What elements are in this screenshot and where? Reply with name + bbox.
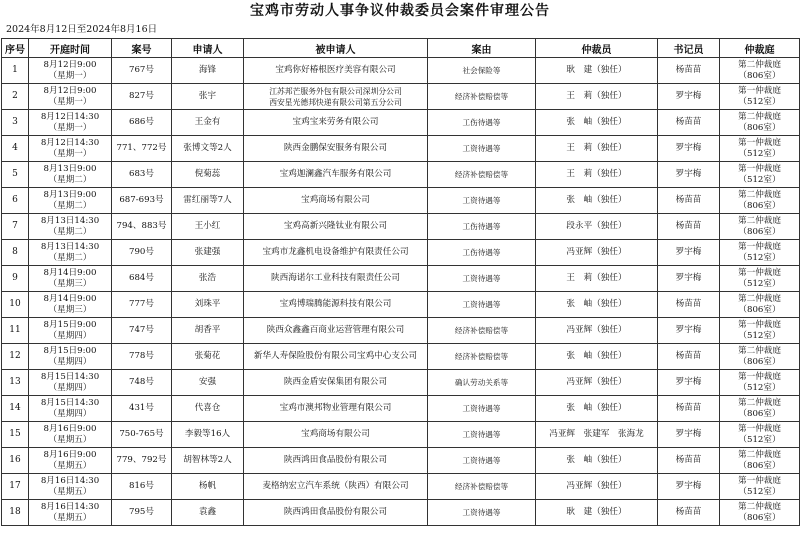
case-cause: 工伤待遇等 xyxy=(428,214,536,240)
tribunal xyxy=(720,110,800,136)
respondent-line: 新华人寿保险股份有限公司宝鸡中心支公司 xyxy=(253,351,418,361)
table-row xyxy=(2,58,800,84)
applicant: 张浩 xyxy=(172,266,244,292)
arbitrator: 冯亚辉（独任） xyxy=(536,474,658,500)
applicant: 胡智林等2人 xyxy=(172,448,244,474)
row-number: 7 xyxy=(2,214,29,240)
respondent xyxy=(244,162,428,188)
table-body xyxy=(2,58,800,526)
hearing-time xyxy=(29,266,112,292)
case-cause: 工资待遇等 xyxy=(428,136,536,162)
hearing-time xyxy=(29,448,112,474)
row-number: 11 xyxy=(2,318,29,344)
tribunal-line: （806室） xyxy=(738,200,781,211)
hearing-time-line: （星期一） xyxy=(48,122,92,133)
tribunal xyxy=(720,370,800,396)
clerk: 罗宇梅 xyxy=(658,318,720,344)
hearing-time xyxy=(29,500,112,526)
table-row xyxy=(2,162,800,188)
respondent xyxy=(244,266,428,292)
table-row xyxy=(2,422,800,448)
respondent xyxy=(244,292,428,318)
clerk: 罗宇梅 xyxy=(658,136,720,162)
respondent-line: 宝鸡商场有限公司 xyxy=(301,195,370,205)
applicant: 张博文等2人 xyxy=(172,136,244,162)
arbitrator: 张 岫（独任） xyxy=(536,448,658,474)
row-number: 2 xyxy=(2,84,29,110)
tribunal-line: 第二仲裁庭 xyxy=(738,111,781,122)
hearing-time-line: （星期五） xyxy=(48,460,92,471)
hearing-time-line: 8月16日9:00 xyxy=(43,449,97,460)
respondent-line: 陕西鸿田食品股份有限公司 xyxy=(283,455,388,465)
hearing-time xyxy=(29,422,112,448)
case-number: 431号 xyxy=(112,396,172,422)
respondent-line: 江苏邦芒服务外包有限公司深圳分公司 xyxy=(269,86,402,96)
respondent-line: 宝鸡市澳邦物业管理有限公司 xyxy=(279,403,392,413)
clerk: 杨苗苗 xyxy=(658,500,720,526)
case-number: 750-765号 xyxy=(112,422,172,448)
table-row xyxy=(2,344,800,370)
hearing-time-line: 8月13日9:00 xyxy=(43,163,97,174)
row-number: 6 xyxy=(2,188,29,214)
arbitrator: 王 莉（独任） xyxy=(536,84,658,110)
respondent xyxy=(244,136,428,162)
respondent-line: 宝鸡迦澜鑫汽车服务有限公司 xyxy=(279,169,392,179)
applicant: 倪菊蕊 xyxy=(172,162,244,188)
tribunal-line: 第二仲裁庭 xyxy=(738,449,781,460)
case-cause: 确认劳动关系等 xyxy=(428,370,536,396)
arbitrator: 王 莉（独任） xyxy=(536,136,658,162)
hearing-time-line: 8月15日14:30 xyxy=(40,371,100,382)
respondent xyxy=(244,344,428,370)
tribunal xyxy=(720,318,800,344)
header-cell: 案由 xyxy=(428,39,536,58)
row-number: 8 xyxy=(2,240,29,266)
case-cause: 经济补偿赔偿等 xyxy=(428,344,536,370)
header-cell: 序号 xyxy=(2,39,29,58)
hearing-time xyxy=(29,110,112,136)
respondent-line: 陕西鸿田食品股份有限公司 xyxy=(283,507,388,517)
arbitrator: 段永平（独任） xyxy=(536,214,658,240)
tribunal-line: （512室） xyxy=(738,382,781,393)
clerk: 杨苗苗 xyxy=(658,188,720,214)
hearing-time-line: （星期四） xyxy=(48,408,92,419)
table-row xyxy=(2,136,800,162)
row-number: 16 xyxy=(2,448,29,474)
hearing-time-line: （星期五） xyxy=(48,434,92,445)
hearing-time-line: （星期五） xyxy=(48,486,92,497)
applicant: 李毅等16人 xyxy=(172,422,244,448)
tribunal-line: 第一仲裁庭 xyxy=(738,85,781,96)
hearing-time-line: 8月16日14:30 xyxy=(40,501,100,512)
case-number: 778号 xyxy=(112,344,172,370)
hearing-time-line: 8月12日14:30 xyxy=(40,137,100,148)
respondent xyxy=(244,370,428,396)
respondent-line: 宝鸡市龙鑫机电设备维护有限责任公司 xyxy=(262,247,409,257)
table-row xyxy=(2,266,800,292)
respondent-line: 陕西众鑫鑫百商业运营管理有限公司 xyxy=(266,325,405,335)
tribunal xyxy=(720,396,800,422)
hearing-time-line: 8月14日9:00 xyxy=(43,293,97,304)
respondent xyxy=(244,110,428,136)
hearing-time xyxy=(29,136,112,162)
row-number: 18 xyxy=(2,500,29,526)
header-cell: 仲裁员 xyxy=(536,39,658,58)
tribunal-line: 第一仲裁庭 xyxy=(738,475,781,486)
tribunal-line: （806室） xyxy=(738,356,781,367)
case-number: 795号 xyxy=(112,500,172,526)
clerk: 杨苗苗 xyxy=(658,396,720,422)
hearing-time xyxy=(29,58,112,84)
arbitrator: 张 岫（独任） xyxy=(536,188,658,214)
respondent-line: 宝鸡宝来劳务有限公司 xyxy=(292,117,379,127)
applicant: 王金有 xyxy=(172,110,244,136)
case-cause: 工伤待遇等 xyxy=(428,110,536,136)
tribunal-line: 第二仲裁庭 xyxy=(738,501,781,512)
hearing-time-line: （星期二） xyxy=(48,200,92,211)
tribunal xyxy=(720,266,800,292)
row-number: 3 xyxy=(2,110,29,136)
row-number: 14 xyxy=(2,396,29,422)
case-cause: 经济补偿赔偿等 xyxy=(428,162,536,188)
tribunal xyxy=(720,240,800,266)
clerk: 罗宇梅 xyxy=(658,84,720,110)
hearing-time xyxy=(29,84,112,110)
tribunal-line: （806室） xyxy=(738,70,781,81)
case-number: 771、772号 xyxy=(112,136,172,162)
clerk: 罗宇梅 xyxy=(658,422,720,448)
case-number: 687-693号 xyxy=(112,188,172,214)
applicant: 王小红 xyxy=(172,214,244,240)
table-row xyxy=(2,370,800,396)
hearing-time-line: （星期四） xyxy=(48,382,92,393)
row-number: 12 xyxy=(2,344,29,370)
applicant: 张建强 xyxy=(172,240,244,266)
case-cause: 经济补偿赔偿等 xyxy=(428,474,536,500)
hearing-time xyxy=(29,344,112,370)
table-row xyxy=(2,396,800,422)
row-number: 9 xyxy=(2,266,29,292)
tribunal xyxy=(720,292,800,318)
applicant: 安强 xyxy=(172,370,244,396)
arbitrator: 张 岫（独任） xyxy=(536,396,658,422)
clerk: 罗宇梅 xyxy=(658,162,720,188)
table-row xyxy=(2,240,800,266)
table-row xyxy=(2,318,800,344)
respondent-line: 陕西海诺尔工业科技有限责任公司 xyxy=(271,273,400,283)
case-cause: 工资待遇等 xyxy=(428,266,536,292)
clerk: 杨苗苗 xyxy=(658,58,720,84)
tribunal-line: （806室） xyxy=(738,512,781,523)
respondent xyxy=(244,422,428,448)
case-cause: 工资待遇等 xyxy=(428,292,536,318)
table-header-row xyxy=(2,39,800,58)
notice-title: 宝鸡市劳动人事争议仲裁委员会案件审理公告 xyxy=(250,3,550,19)
table-row xyxy=(2,188,800,214)
arbitrator: 张 岫（独任） xyxy=(536,110,658,136)
hearing-time-line: 8月16日14:30 xyxy=(40,475,100,486)
tribunal-line: （512室） xyxy=(738,278,781,289)
respondent xyxy=(244,396,428,422)
table-row xyxy=(2,292,800,318)
tribunal-line: 第一仲裁庭 xyxy=(738,163,781,174)
applicant: 胡香平 xyxy=(172,318,244,344)
case-cause: 工资待遇等 xyxy=(428,422,536,448)
tribunal xyxy=(720,448,800,474)
hearing-time-line: 8月13日9:00 xyxy=(43,189,97,200)
clerk: 杨苗苗 xyxy=(658,292,720,318)
respondent-line: 宝鸡高新兴隆钛业有限公司 xyxy=(283,221,388,231)
case-number: 683号 xyxy=(112,162,172,188)
arbitrator: 冯亚辉（独任） xyxy=(536,318,658,344)
hearing-time-line: 8月15日14:30 xyxy=(40,397,100,408)
case-number: 777号 xyxy=(112,292,172,318)
hearing-time-line: 8月15日9:00 xyxy=(43,319,97,330)
respondent-line: 陕西金盾安保集团有限公司 xyxy=(283,377,388,387)
respondent xyxy=(244,500,428,526)
date-range: 2024年8月12日至2024年8月16日 xyxy=(6,24,158,35)
tribunal xyxy=(720,188,800,214)
hearing-time xyxy=(29,240,112,266)
arbitrator: 王 莉（独任） xyxy=(536,162,658,188)
case-number: 767号 xyxy=(112,58,172,84)
case-cause: 工伤待遇等 xyxy=(428,240,536,266)
tribunal xyxy=(720,344,800,370)
row-number: 10 xyxy=(2,292,29,318)
hearing-time-line: （星期三） xyxy=(48,278,92,289)
applicant: 杨帆 xyxy=(172,474,244,500)
hearing-time-line: 8月13日14:30 xyxy=(40,215,100,226)
clerk: 杨苗苗 xyxy=(658,214,720,240)
applicant: 张宇 xyxy=(172,84,244,110)
hearing-time xyxy=(29,318,112,344)
table-row xyxy=(2,214,800,240)
hearing-time xyxy=(29,370,112,396)
applicant: 海锋 xyxy=(172,58,244,84)
header-cell: 仲裁庭 xyxy=(720,39,800,58)
tribunal-line: （806室） xyxy=(738,304,781,315)
case-cause: 经济补偿赔偿等 xyxy=(428,84,536,110)
hearing-time-line: （星期二） xyxy=(48,252,92,263)
tribunal-line: （806室） xyxy=(738,226,781,237)
tribunal-line: 第一仲裁庭 xyxy=(738,371,781,382)
hearing-time-line: （星期一） xyxy=(48,148,92,159)
tribunal-line: （512室） xyxy=(738,252,781,263)
hearing-time-line: （星期四） xyxy=(48,356,92,367)
respondent-line: 陕西金鹏保安服务有限公司 xyxy=(283,143,388,153)
arbitrator: 冯亚辉 张建军 张海龙 xyxy=(536,422,658,448)
tribunal-line: 第二仲裁庭 xyxy=(738,59,781,70)
applicant: 雷红丽等7人 xyxy=(172,188,244,214)
case-number: 686号 xyxy=(112,110,172,136)
hearing-time xyxy=(29,396,112,422)
hearing-time xyxy=(29,292,112,318)
respondent-line: 西安星光德邦快递有限公司第五分公司 xyxy=(269,97,402,107)
tribunal-line: 第二仲裁庭 xyxy=(738,215,781,226)
applicant: 张菊花 xyxy=(172,344,244,370)
hearing-time-line: 8月15日9:00 xyxy=(43,345,97,356)
header-cell: 开庭时间 xyxy=(29,39,112,58)
row-number: 17 xyxy=(2,474,29,500)
respondent xyxy=(244,214,428,240)
respondent-line: 宝鸡博瑞腾能源科技有限公司 xyxy=(279,299,392,309)
tribunal-line: （512室） xyxy=(738,96,781,107)
tribunal-line: （806室） xyxy=(738,122,781,133)
arbitrator: 耿 建（独任） xyxy=(536,500,658,526)
arbitrator: 张 岫（独任） xyxy=(536,344,658,370)
applicant: 袁鑫 xyxy=(172,500,244,526)
tribunal-line: 第一仲裁庭 xyxy=(738,137,781,148)
tribunal-line: （512室） xyxy=(738,148,781,159)
table-row xyxy=(2,500,800,526)
arbitrator: 冯亚辉（独任） xyxy=(536,240,658,266)
tribunal-line: （512室） xyxy=(738,174,781,185)
hearing-time-line: （星期二） xyxy=(48,226,92,237)
tribunal-line: 第一仲裁庭 xyxy=(738,319,781,330)
tribunal xyxy=(720,500,800,526)
tribunal xyxy=(720,162,800,188)
applicant: 刘珠平 xyxy=(172,292,244,318)
tribunal xyxy=(720,214,800,240)
clerk: 罗宇梅 xyxy=(658,266,720,292)
case-number: 748号 xyxy=(112,370,172,396)
respondent xyxy=(244,448,428,474)
table-row xyxy=(2,448,800,474)
tribunal-line: 第二仲裁庭 xyxy=(738,397,781,408)
arbitrator: 冯亚辉（独任） xyxy=(536,370,658,396)
clerk: 杨苗苗 xyxy=(658,110,720,136)
tribunal-line: （512室） xyxy=(738,330,781,341)
row-number: 5 xyxy=(2,162,29,188)
case-cause: 工资待遇等 xyxy=(428,188,536,214)
hearing-time-line: （星期二） xyxy=(48,174,92,185)
case-cause: 经济补偿赔偿等 xyxy=(428,318,536,344)
tribunal xyxy=(720,422,800,448)
respondent xyxy=(244,58,428,84)
hearing-time-line: 8月16日9:00 xyxy=(43,423,97,434)
case-schedule-table xyxy=(1,38,800,526)
tribunal-line: （806室） xyxy=(738,408,781,419)
case-number: 684号 xyxy=(112,266,172,292)
tribunal-line: 第二仲裁庭 xyxy=(738,189,781,200)
header-cell: 案号 xyxy=(112,39,172,58)
clerk: 罗宇梅 xyxy=(658,240,720,266)
tribunal xyxy=(720,84,800,110)
hearing-time xyxy=(29,474,112,500)
tribunal xyxy=(720,136,800,162)
respondent-line: 宝鸡商场有限公司 xyxy=(301,429,370,439)
respondent xyxy=(244,84,428,110)
header-cell: 被申请人 xyxy=(244,39,428,58)
case-cause: 工资待遇等 xyxy=(428,448,536,474)
clerk: 杨苗苗 xyxy=(658,448,720,474)
table-row xyxy=(2,110,800,136)
case-cause: 社会保险等 xyxy=(428,58,536,84)
case-number: 816号 xyxy=(112,474,172,500)
respondent xyxy=(244,240,428,266)
hearing-time-line: （星期三） xyxy=(48,304,92,315)
hearing-time xyxy=(29,188,112,214)
hearing-time-line: （星期五） xyxy=(48,512,92,523)
table-row xyxy=(2,474,800,500)
hearing-time-line: 8月12日9:00 xyxy=(43,85,97,96)
clerk: 罗宇梅 xyxy=(658,474,720,500)
hearing-time-line: 8月12日14:30 xyxy=(40,111,100,122)
tribunal-line: 第二仲裁庭 xyxy=(738,345,781,356)
case-number: 827号 xyxy=(112,84,172,110)
clerk: 罗宇梅 xyxy=(658,370,720,396)
tribunal xyxy=(720,474,800,500)
tribunal-line: （806室） xyxy=(738,460,781,471)
hearing-time xyxy=(29,162,112,188)
header-cell: 申请人 xyxy=(172,39,244,58)
tribunal-line: 第一仲裁庭 xyxy=(738,241,781,252)
tribunal-line: 第一仲裁庭 xyxy=(738,267,781,278)
hearing-time-line: （星期一） xyxy=(48,70,92,81)
applicant: 代喜仓 xyxy=(172,396,244,422)
case-number: 747号 xyxy=(112,318,172,344)
row-number: 15 xyxy=(2,422,29,448)
respondent xyxy=(244,474,428,500)
tribunal-line: 第二仲裁庭 xyxy=(738,293,781,304)
case-cause: 工资待遇等 xyxy=(428,500,536,526)
respondent xyxy=(244,318,428,344)
case-cause: 工资待遇等 xyxy=(428,396,536,422)
hearing-time-line: （星期一） xyxy=(48,96,92,107)
respondent xyxy=(244,188,428,214)
hearing-time-line: 8月14日9:00 xyxy=(43,267,97,278)
arbitrator: 王 莉（独任） xyxy=(536,266,658,292)
hearing-time xyxy=(29,214,112,240)
row-number: 13 xyxy=(2,370,29,396)
row-number: 1 xyxy=(2,58,29,84)
respondent-line: 宝鸡你好椿根医疗美容有限公司 xyxy=(275,65,396,75)
clerk: 杨苗苗 xyxy=(658,344,720,370)
hearing-time-line: 8月12日9:00 xyxy=(43,59,97,70)
case-number: 790号 xyxy=(112,240,172,266)
hearing-time-line: 8月13日14:30 xyxy=(40,241,100,252)
arbitrator: 张 岫（独任） xyxy=(536,292,658,318)
arbitrator: 耿 建（独任） xyxy=(536,58,658,84)
hearing-time-line: （星期四） xyxy=(48,330,92,341)
table-row xyxy=(2,84,800,110)
row-number: 4 xyxy=(2,136,29,162)
tribunal-line: （512室） xyxy=(738,486,781,497)
tribunal xyxy=(720,58,800,84)
case-number: 794、883号 xyxy=(112,214,172,240)
case-number: 779、792号 xyxy=(112,448,172,474)
header-cell: 书记员 xyxy=(658,39,720,58)
tribunal-line: 第一仲裁庭 xyxy=(738,423,781,434)
respondent-line: 麦格纳宏立汽车系统（陕西）有限公司 xyxy=(262,481,409,491)
tribunal-line: （512室） xyxy=(738,434,781,445)
